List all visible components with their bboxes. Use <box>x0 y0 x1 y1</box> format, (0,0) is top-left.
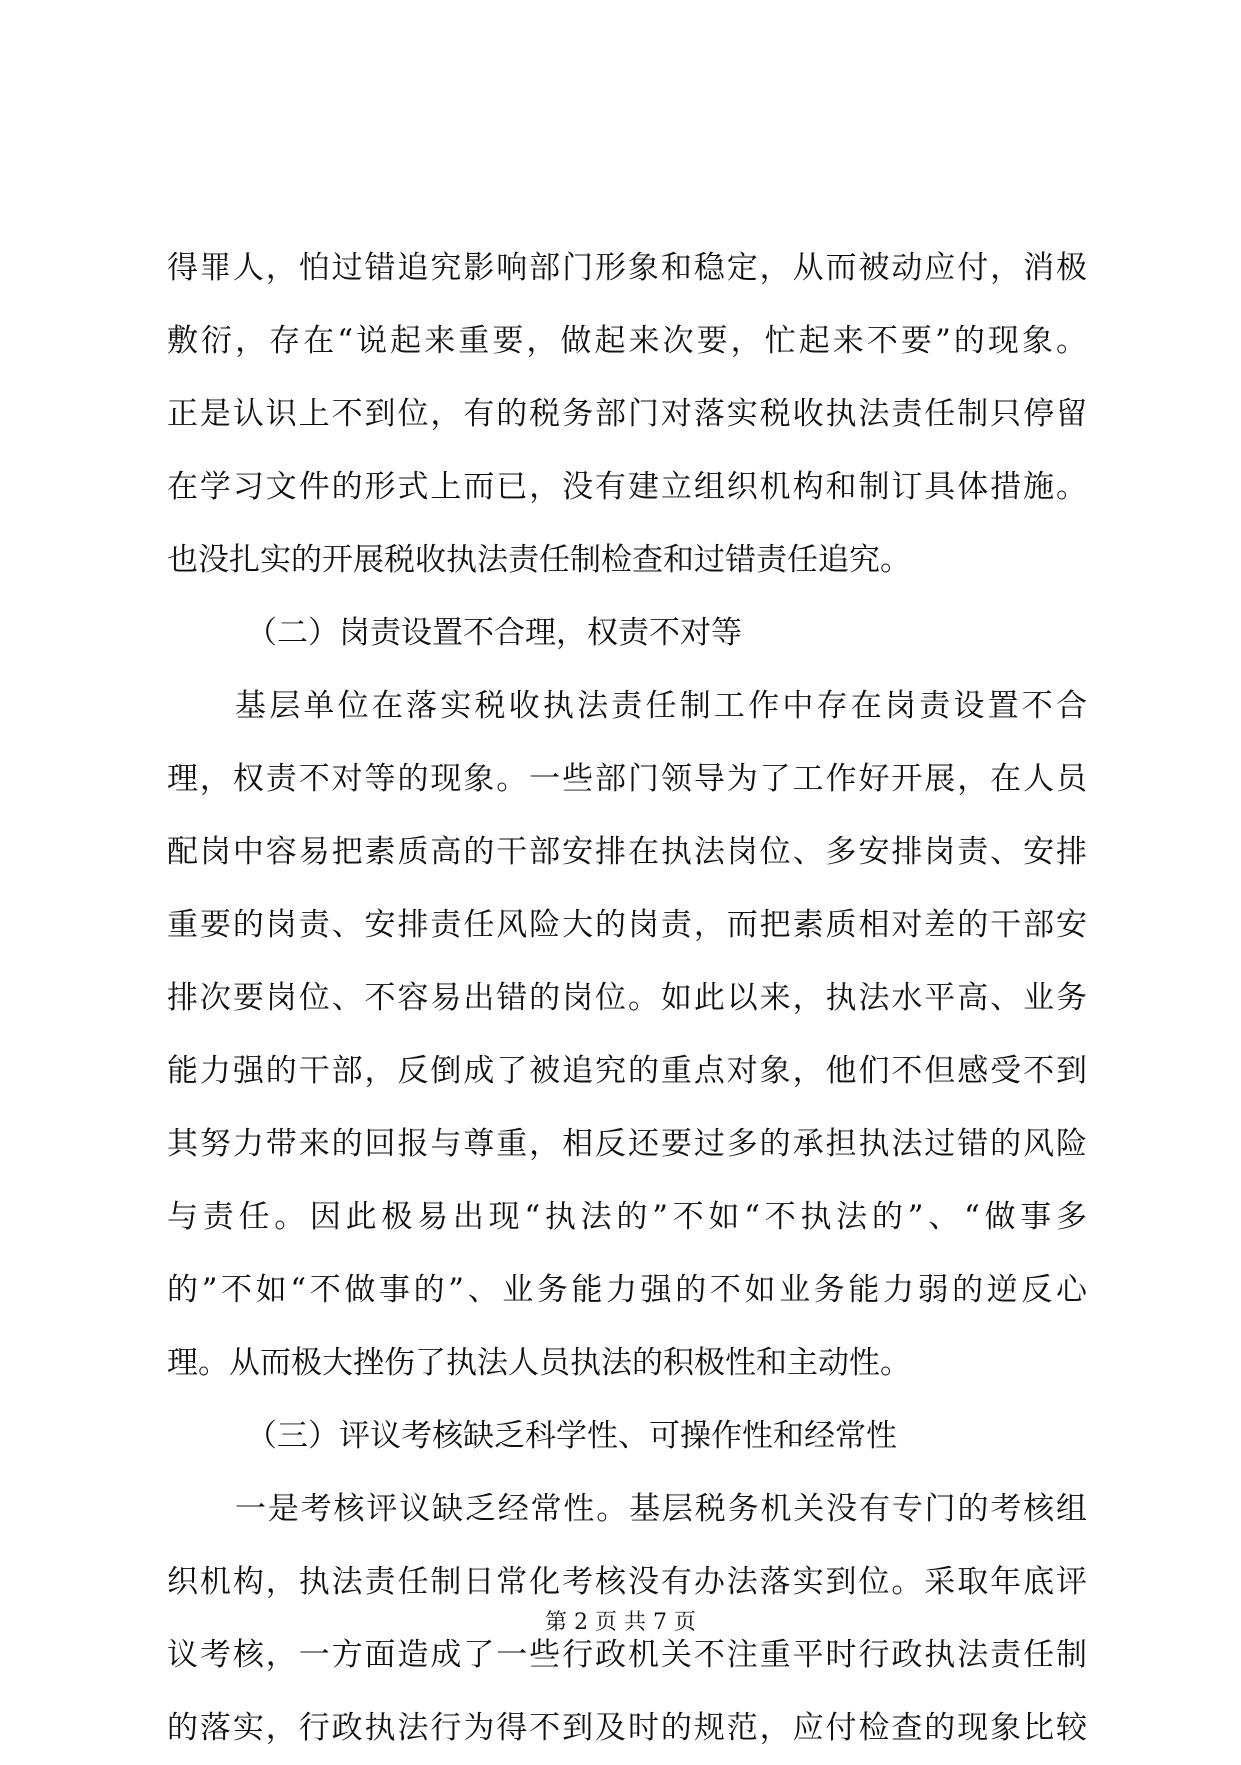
document-body <box>167 232 1087 1765</box>
text-line: 能力强的干部，反倒成了被追究的重点对象，他们不但感受不到 <box>167 1053 1087 1089</box>
text-line: 也没扎实的开展税收执法责任制检查和过错责任追究。 <box>167 542 911 578</box>
text-line: 基层单位在落实税收执法责任制工作中存在岗责设置不合 <box>235 688 1087 724</box>
text-line: 与责任。因此极易出现“执法的”不如“不执法的”、“做事多 <box>167 1199 1087 1235</box>
text-line: 其努力带来的回报与尊重，相反还要过多的承担执法过错的风险 <box>167 1126 1087 1162</box>
text-line: 在学习文件的形式上而已，没有建立组织机构和制订具体措施。 <box>167 469 1087 505</box>
text-line: 排次要岗位、不容易出错的岗位。如此以来，执法水平高、业务 <box>167 980 1087 1016</box>
text-line: 配岗中容易把素质高的干部安排在执法岗位、多安排岗责、安排 <box>167 834 1087 870</box>
text-line: 正是认识上不到位，有的税务部门对落实税收执法责任制只停留 <box>167 396 1087 432</box>
text-line: 的”不如“不做事的”、业务能力强的不如业务能力弱的逆反心 <box>167 1272 1087 1308</box>
text-line: 重要的岗责、安排责任风险大的岗责，而把素质相对差的干部安 <box>167 907 1087 943</box>
text-line: 理。从而极大挫伤了执法人员执法的积极性和主动性。 <box>167 1345 911 1381</box>
text-line: 得罪人，怕过错追究影响部门形象和稳定，从而被动应付，消极 <box>167 250 1087 286</box>
section-heading-3: （三）评议考核缺乏科学性、可操作性和经常性 <box>246 1418 897 1454</box>
section-heading-2: （二）岗责设置不合理，权责不对等 <box>246 615 742 651</box>
text-line: 织机构，执法责任制日常化考核没有办法落实到位。采取年底评 <box>167 1564 1087 1600</box>
text-line: 理，权责不对等的现象。一些部门领导为了工作好开展，在人员 <box>167 761 1087 797</box>
page-number-footer: 第 2 页 共 7 页 <box>545 1610 696 1635</box>
text-line: 议考核，一方面造成了一些行政机关不注重平时行政执法责任制 <box>167 1637 1087 1673</box>
text-line: 敷衍，存在“说起来重要，做起来次要，忙起来不要”的现象。 <box>167 323 1087 359</box>
text-line: 一是考核评议缺乏经常性。基层税务机关没有专门的考核组 <box>235 1491 1087 1527</box>
text-line: 的落实，行政执法行为得不到及时的规范，应付检查的现象比较 <box>167 1710 1087 1746</box>
